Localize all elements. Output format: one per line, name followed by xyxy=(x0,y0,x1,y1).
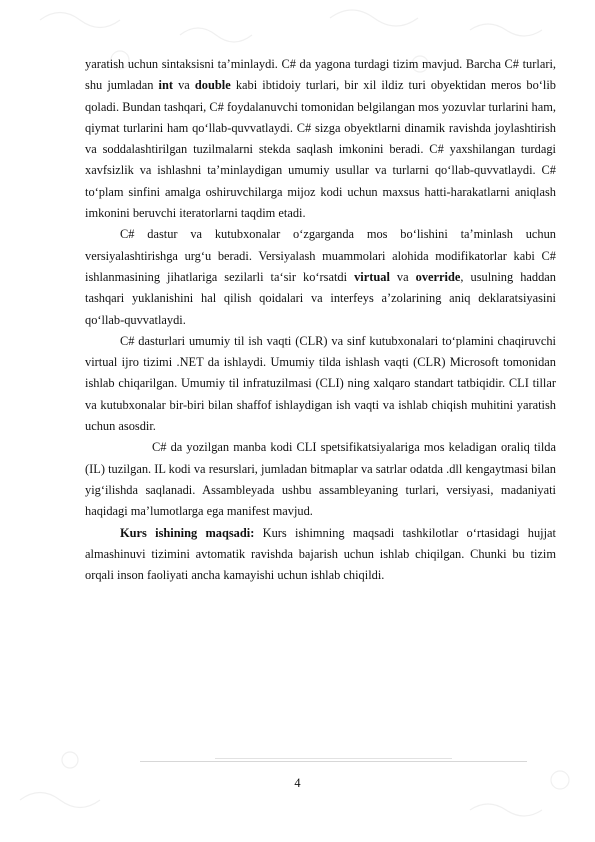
paragraph-versioning xyxy=(85,224,556,330)
paragraph-text: Kurs ishimning maqsadi tashkilotlar o‘rtasidagi hujjat almashinuvi tizimini avtomatik ravishda bajarish uchun ishlab chiqilgan. Chunki bu tizim orqali inson faoliyati ancha kamayishi uchun ishlab chiqildi. xyxy=(85,525,556,583)
paragraph-text: va xyxy=(389,269,416,284)
paragraph-type-system xyxy=(85,54,556,224)
paragraph-clr xyxy=(85,331,556,437)
keyword-virtual: virtual xyxy=(354,269,390,284)
keyword-override: override xyxy=(415,269,461,284)
paragraph-text: , usulning haddan tashqari yuklanishini hal qilish qoidalari va interfeys a’zolarining aniq deklaratsiyasini qo‘llab-quvvatlaydi. xyxy=(85,269,557,327)
keyword-int: int xyxy=(158,78,173,93)
footer-divider xyxy=(140,761,527,762)
page-number: 4 xyxy=(294,776,301,790)
paragraph-goal xyxy=(85,523,556,587)
paragraph-text: C# dasturlari umumiy til ish vaqti (CLR) va sinf kutubxonalari to‘plamini chaqiruvchi virtual ijro tizimi .NET da ishlaydi. Umumiy tilda ishlash vaqti (CLR) Microsoft tomonidan ishlab chiqarilgan. Umumiy til infratuzilmasi (CLI) ning xalqaro standart tatbiqidir. CLI tillar va kutubxonalar bir-biri bilan shaffof ishlaydigan ish vaqti va ishlab chiqish muhitini yaratish uchun asosdir. xyxy=(85,333,556,434)
paragraph-text: yaratish uchun sintaksisni ta’minlaydi. C# da yagona turdagi tizim mavjud. Barcha C# turlari, shu jumladan xyxy=(85,57,556,93)
paragraph-text: C# dastur va kutubxonalar o‘zgarganda mos bo‘lishini ta’minlash uchun versiyalashtirishga urg‘u beradi. Versiyalash muammolari alohida modifikatorlar kabi C# ishlanmasining jihatlariga sezilarli ta‘sir ko‘rsatdi xyxy=(85,227,556,284)
paragraph-text: va xyxy=(173,78,195,93)
main-text xyxy=(85,54,556,586)
paragraph-il xyxy=(85,437,556,522)
paragraph-text: C# da yozilgan manba kodi CLI spetsifikatsiyalariga mos keladigan oraliq tilda (IL) tuzilgan. IL kodi va resurslari, jumladan bitmaplar va satrlar odatda .dll kengaytmasi bilan yig‘ilishda saqlanadi. Assambleyada ushbu assambleyaning turlari, versiyasi, madaniyati haqidagi ma’lumotlarga ega manifest mavjud. xyxy=(85,440,556,519)
goal-heading: Kurs ishining maqsadi: xyxy=(120,525,255,540)
footer-divider-inner xyxy=(215,758,452,759)
paragraph-text: kabi ibtidoiy turlari, bir xil ildiz turi obyektidan meros bo‘lib qoladi. Bundan tashqari, C# foydalanuvchi tomonidan belgilangan mos yozuvlar turlarini ham, qiymat turlarini ham qo‘llab-quvvatlaydi. C# sizga obyektlarni dinamik ravishda joylashtirish va soddalashtirilgan tuzilmalarni stekda saqlash imkonini beradi. C# yaxshilangan turdagi xavfsizlik va ishlashni ta’minlaydigan umumiy usullar va turlarni qo‘llab-quvvatlaydi. C# to‘plam sinfini amalga oshiruvchilarga mijoz kodi uchun maxsus hatti-harakatlarni aniqlash imkonini beruvchi iteratorlarni taqdim etadi. xyxy=(85,78,556,221)
keyword-double: double xyxy=(194,78,231,93)
